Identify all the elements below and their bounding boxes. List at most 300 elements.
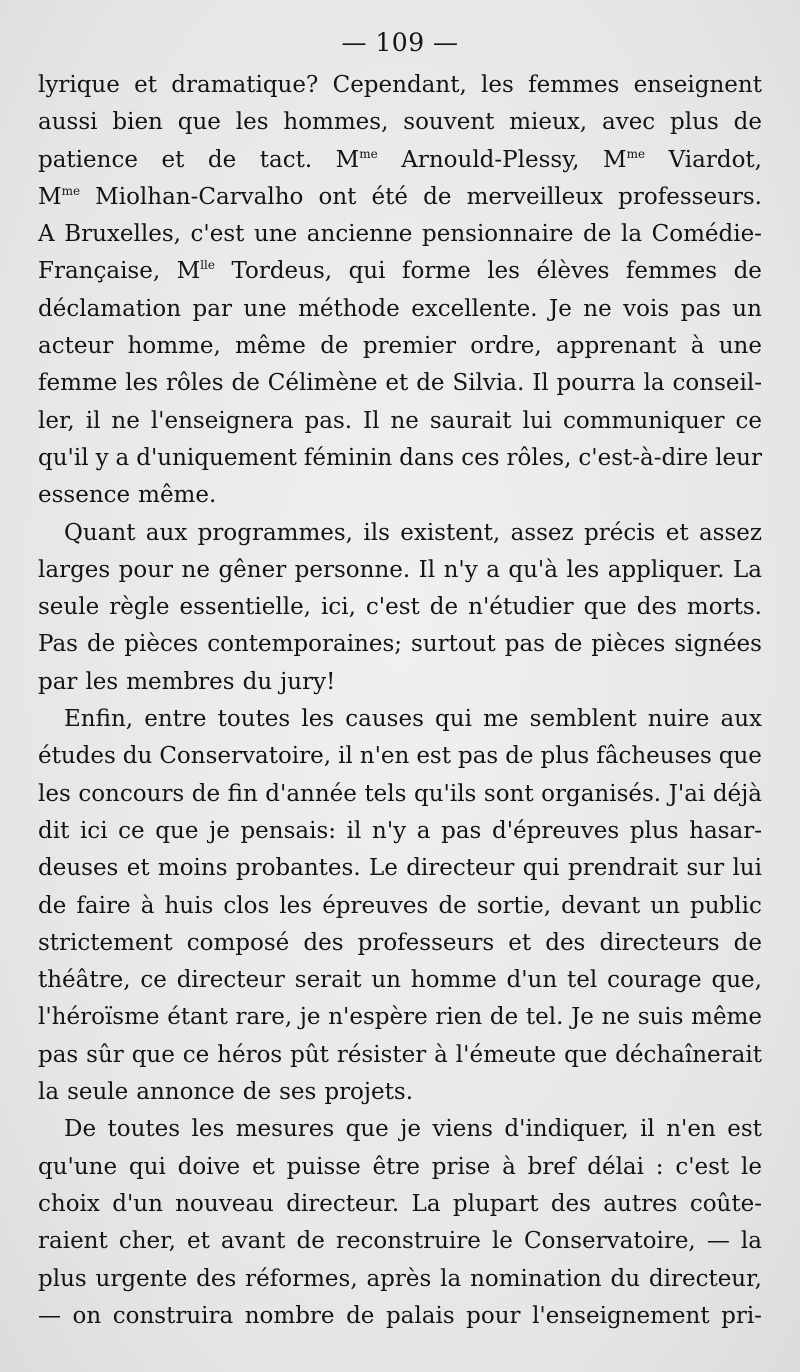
word: de	[191, 780, 221, 807]
word: la	[38, 1079, 60, 1106]
word: déjà	[712, 780, 762, 807]
word: la	[643, 370, 665, 397]
word: pour	[118, 556, 174, 583]
word: il	[338, 743, 353, 770]
word: acteur	[38, 333, 114, 360]
word: féminin	[303, 444, 393, 471]
word: huis	[164, 892, 214, 919]
word: la	[440, 1265, 462, 1292]
word: que	[177, 109, 221, 136]
word: femme	[38, 370, 118, 397]
word: puisse	[286, 1153, 361, 1180]
text-line	[38, 477, 762, 514]
body-text	[38, 67, 762, 1335]
word: seule	[38, 594, 100, 621]
word: et	[134, 72, 157, 98]
word: saurait	[429, 407, 512, 434]
word: —	[706, 1228, 730, 1255]
word: étant	[167, 1004, 228, 1031]
word: de	[416, 370, 445, 397]
word: rôles	[165, 370, 224, 397]
word: $M^{me}$	[38, 183, 81, 210]
word: à	[434, 1041, 448, 1068]
word: d'un	[112, 1190, 163, 1217]
word: essentielle,	[179, 594, 311, 621]
word: de	[438, 892, 467, 919]
text-line	[38, 1186, 762, 1223]
text-line	[38, 1074, 762, 1111]
word: composé	[186, 929, 290, 956]
word: serait	[294, 967, 362, 994]
word: organisés.	[541, 780, 662, 807]
word: strictement	[38, 929, 173, 956]
word: délai	[587, 1153, 644, 1180]
word: dans	[399, 444, 455, 471]
word: pri-	[721, 1302, 762, 1329]
word: plus	[540, 743, 590, 770]
word: Silvia.	[452, 370, 525, 397]
word: annonce	[136, 1079, 235, 1106]
word: deuses	[38, 855, 119, 882]
text-line	[38, 365, 762, 402]
word: de	[553, 631, 583, 658]
word: une	[253, 221, 298, 248]
word: méthode	[298, 295, 400, 322]
word: rare,	[235, 1004, 293, 1031]
word: est	[727, 1116, 762, 1143]
word: des	[303, 929, 344, 956]
word: de	[346, 1302, 375, 1329]
word: coûte-	[689, 1190, 762, 1217]
word: $M^{me}$	[335, 146, 378, 173]
word: bien	[112, 109, 163, 136]
word: jury!	[280, 668, 336, 695]
text-line	[38, 253, 762, 290]
word: premier	[362, 333, 456, 360]
word: merveilleux	[466, 183, 604, 210]
word: les	[487, 258, 520, 285]
word: qu'à	[508, 556, 558, 583]
word: d'année	[265, 780, 357, 807]
word: construira	[112, 1302, 234, 1329]
word: Je	[549, 295, 572, 322]
word: théâtre,	[38, 967, 131, 994]
word: n'y	[443, 556, 478, 583]
word: Il	[363, 407, 380, 434]
word: Quant	[64, 519, 136, 546]
word: de	[320, 333, 349, 360]
word: hommes,	[283, 109, 389, 136]
word: fâcheuses	[596, 743, 712, 770]
word: aussi	[38, 109, 98, 136]
word: prendrait	[568, 855, 679, 882]
word: pût	[290, 1041, 329, 1068]
word: Conservatoire,	[159, 743, 332, 770]
word: que	[564, 1041, 608, 1068]
text-line	[38, 701, 762, 738]
word: excellente.	[411, 295, 538, 322]
word: directeur,	[648, 1265, 762, 1292]
word: homme	[410, 967, 497, 994]
word: Conservatoire,	[524, 1228, 696, 1255]
word: avant	[220, 1228, 286, 1255]
text-line	[38, 1261, 762, 1298]
word: la	[740, 1228, 762, 1255]
word: que	[345, 1116, 389, 1143]
word: ne	[601, 1004, 631, 1031]
text-line	[38, 216, 762, 253]
word: a	[115, 444, 130, 471]
word: que	[131, 1041, 175, 1068]
text-line	[38, 1149, 762, 1186]
word: Bruxelles,	[64, 221, 181, 248]
word: et	[126, 855, 150, 882]
word: et	[385, 370, 409, 397]
text-line	[38, 328, 762, 365]
word: d'indiquer,	[504, 1116, 629, 1143]
word: professeurs.	[618, 183, 762, 210]
text-line	[38, 999, 762, 1036]
text-line	[38, 515, 762, 552]
word: les	[38, 780, 71, 807]
text-line	[38, 888, 762, 925]
word: est	[416, 743, 451, 770]
word: d'un	[506, 967, 558, 994]
word: aux	[720, 706, 762, 733]
word: les	[301, 706, 335, 733]
word: Française,	[38, 258, 161, 285]
word: ce	[735, 407, 762, 434]
word: aux	[145, 519, 188, 546]
word: et	[508, 929, 532, 956]
word: des	[550, 1190, 591, 1217]
word: qu'ils	[413, 780, 477, 807]
word: de	[86, 631, 116, 658]
word: A	[38, 221, 55, 248]
word: reconstruire	[335, 1228, 481, 1255]
word: dramatique?	[171, 72, 319, 98]
word: pièces	[124, 631, 199, 658]
word: qui	[522, 855, 560, 882]
word: avec	[601, 109, 656, 136]
word: Viardot,	[668, 146, 762, 173]
word: hasar-	[689, 817, 762, 844]
word: viens	[432, 1116, 493, 1143]
word: prise	[431, 1153, 491, 1180]
word: courage	[607, 967, 702, 994]
word: toutes	[107, 1116, 181, 1143]
word: patience	[38, 146, 138, 173]
word: ne	[390, 407, 419, 434]
word: l'émeute	[455, 1041, 557, 1068]
word: ses	[279, 1079, 317, 1106]
word: semblent	[529, 706, 637, 733]
word: de	[38, 892, 67, 919]
word: vois	[623, 295, 670, 322]
word: $M^{me}$	[603, 146, 646, 173]
word: clos	[223, 892, 270, 919]
text-line	[38, 1298, 762, 1335]
text-line	[38, 626, 762, 663]
word: plus	[38, 1265, 87, 1292]
word: de	[207, 146, 237, 173]
text-line	[38, 440, 762, 477]
word: lyrique	[38, 72, 120, 98]
word: personne.	[294, 556, 411, 583]
word: tel.	[525, 1004, 564, 1031]
word: après	[366, 1265, 432, 1292]
word: Le	[368, 855, 398, 882]
word: larges	[38, 556, 111, 583]
word: moins	[157, 855, 228, 882]
word: choix	[38, 1190, 100, 1217]
word: pas	[504, 631, 545, 658]
text-line	[38, 776, 762, 813]
word: il	[640, 1116, 655, 1143]
word: les	[85, 668, 119, 695]
word: d'uniquement	[136, 444, 297, 471]
word: qui	[435, 706, 472, 733]
word: et	[161, 146, 185, 173]
word: c'est	[190, 221, 245, 248]
word: c'est	[675, 1153, 730, 1180]
word: des	[196, 1265, 237, 1292]
word: même	[691, 1004, 762, 1031]
word: urgente	[95, 1265, 188, 1292]
word: à	[140, 892, 155, 919]
word: Comédie-	[651, 221, 762, 248]
word: concours	[78, 780, 185, 807]
word: devant	[561, 892, 641, 919]
word: de	[583, 221, 612, 248]
word: de	[429, 594, 459, 621]
word: existent,	[400, 519, 501, 546]
word: de	[733, 258, 762, 285]
word: de	[489, 1004, 519, 1031]
page-number: — 109 —	[341, 28, 459, 57]
word: à	[690, 333, 705, 360]
word: lui	[522, 407, 553, 434]
word: femmes	[625, 258, 718, 285]
word: que	[718, 743, 762, 770]
word: rien	[435, 1004, 483, 1031]
word: n'étudier	[468, 594, 574, 621]
word: Célimène	[267, 370, 378, 397]
word: on	[72, 1302, 102, 1329]
text-line	[38, 962, 762, 999]
word: déchaînerait	[615, 1041, 762, 1068]
word: de	[296, 1228, 325, 1255]
word: cher,	[118, 1228, 176, 1255]
word: $M^{lle}$	[176, 258, 215, 285]
word: un	[650, 892, 680, 919]
word: précis	[583, 519, 656, 546]
word: communiquer	[562, 407, 725, 434]
word: J'ai	[668, 780, 706, 807]
word: seule	[67, 1079, 129, 1106]
word: plus	[670, 109, 719, 136]
word: pensionnaire	[422, 221, 574, 248]
word: que	[155, 817, 199, 844]
word: Il	[418, 556, 436, 583]
word: ils	[363, 519, 390, 546]
word: a	[416, 817, 431, 844]
word: pas	[457, 743, 499, 770]
word: ne	[583, 295, 612, 322]
word: même.	[138, 482, 217, 509]
text-line	[38, 850, 762, 887]
word: signées	[674, 631, 762, 658]
word: les	[481, 72, 514, 98]
text-line	[38, 589, 762, 626]
word: —	[38, 1302, 61, 1329]
word: Cependant,	[332, 72, 467, 98]
word: du	[610, 1265, 641, 1292]
word: y	[95, 444, 109, 471]
word: pas.	[304, 407, 353, 434]
word: enseignent	[633, 72, 762, 98]
word: qui	[128, 1153, 166, 1180]
text-line	[38, 403, 762, 440]
word: l'enseignement	[532, 1302, 710, 1329]
word: épreuves	[322, 892, 429, 919]
text-line	[38, 1037, 762, 1074]
word: tel	[567, 967, 598, 994]
word: ce	[118, 817, 145, 844]
word: professeurs	[357, 929, 495, 956]
word: c'est-à-dire	[578, 444, 709, 471]
word: Je	[571, 1004, 594, 1031]
word: pensais:	[240, 817, 337, 844]
word: tels	[364, 780, 407, 807]
word: plupart	[452, 1190, 539, 1217]
text-line	[38, 1223, 762, 1260]
word: mesures	[235, 1116, 335, 1143]
word: Enfin,	[64, 706, 134, 733]
word: Tordeus,	[231, 258, 333, 285]
word: un	[371, 967, 401, 994]
word: La	[732, 556, 762, 583]
word: résister	[336, 1041, 427, 1068]
word: directeur.	[286, 1190, 400, 1217]
word: et	[186, 1228, 210, 1255]
text-line	[38, 291, 762, 328]
word: n'en	[359, 743, 410, 770]
word: morts.	[686, 594, 762, 621]
word: programmes,	[197, 519, 353, 546]
word: bref	[527, 1153, 576, 1180]
word: projets.	[324, 1079, 414, 1106]
word: surtout	[411, 631, 496, 658]
word: assez	[698, 519, 762, 546]
word: Miolhan-Carvalho	[95, 183, 304, 210]
text-line	[38, 738, 762, 775]
word: sûr	[86, 1041, 124, 1068]
word: membres	[126, 668, 235, 695]
word: tact.	[259, 146, 313, 173]
word: De	[64, 1116, 97, 1143]
text-line	[38, 925, 762, 962]
word: que	[583, 594, 627, 621]
word: du	[122, 743, 153, 770]
word: pas	[441, 817, 482, 844]
word: autres	[603, 1190, 678, 1217]
text-line	[38, 179, 762, 216]
word: ordre,	[470, 333, 542, 360]
word: me	[483, 706, 519, 733]
word: de	[733, 929, 762, 956]
word: les	[125, 370, 159, 397]
text-line	[38, 664, 762, 701]
word: de	[733, 109, 762, 136]
word: apprenant	[556, 333, 677, 360]
word: La	[411, 1190, 441, 1217]
word: public	[690, 892, 762, 919]
word: pas	[38, 1041, 79, 1068]
word: n'y	[372, 817, 407, 844]
word: des	[636, 594, 677, 621]
word: causes	[345, 706, 424, 733]
word: que,	[711, 967, 762, 994]
word: sont	[483, 780, 534, 807]
word: études	[38, 743, 116, 770]
word: du	[242, 668, 273, 695]
word: par	[38, 668, 78, 695]
word: qui	[348, 258, 386, 285]
word: de	[423, 183, 452, 210]
word: ici,	[321, 594, 356, 621]
word: raient	[38, 1228, 108, 1255]
word: fin	[227, 780, 258, 807]
word: ces	[461, 444, 500, 471]
word: nuire	[647, 706, 710, 733]
word: Il	[532, 370, 549, 397]
word: des	[545, 929, 586, 956]
word: ancienne	[306, 221, 413, 248]
word: contemporaines;	[207, 631, 403, 658]
word: l'héroïsme	[38, 1004, 160, 1031]
word: qu'une	[38, 1153, 118, 1180]
word: d'épreuves	[491, 817, 620, 844]
word: les	[279, 892, 313, 919]
word: ont	[318, 183, 357, 210]
word: forme	[401, 258, 471, 285]
word: nouveau	[175, 1190, 274, 1217]
word: même	[235, 333, 306, 360]
word: une	[718, 333, 762, 360]
word: et	[251, 1153, 275, 1180]
word: doive	[177, 1153, 241, 1180]
word: le	[741, 1153, 762, 1180]
text-line	[38, 142, 762, 179]
word: de	[242, 1079, 272, 1106]
word: entre	[144, 706, 207, 733]
word: déclamation	[38, 295, 182, 322]
text-line	[38, 552, 762, 589]
word: plus	[629, 817, 679, 844]
word: il	[85, 407, 101, 434]
text-line	[38, 813, 762, 850]
word: je	[209, 817, 230, 844]
word: je	[400, 1116, 421, 1143]
word: être	[372, 1153, 420, 1180]
word: sortie,	[476, 892, 552, 919]
word: l'enseignera	[150, 407, 294, 434]
word: les	[191, 1116, 225, 1143]
word: qu'il	[38, 444, 89, 471]
word: été	[371, 183, 408, 210]
word: la	[620, 221, 643, 248]
